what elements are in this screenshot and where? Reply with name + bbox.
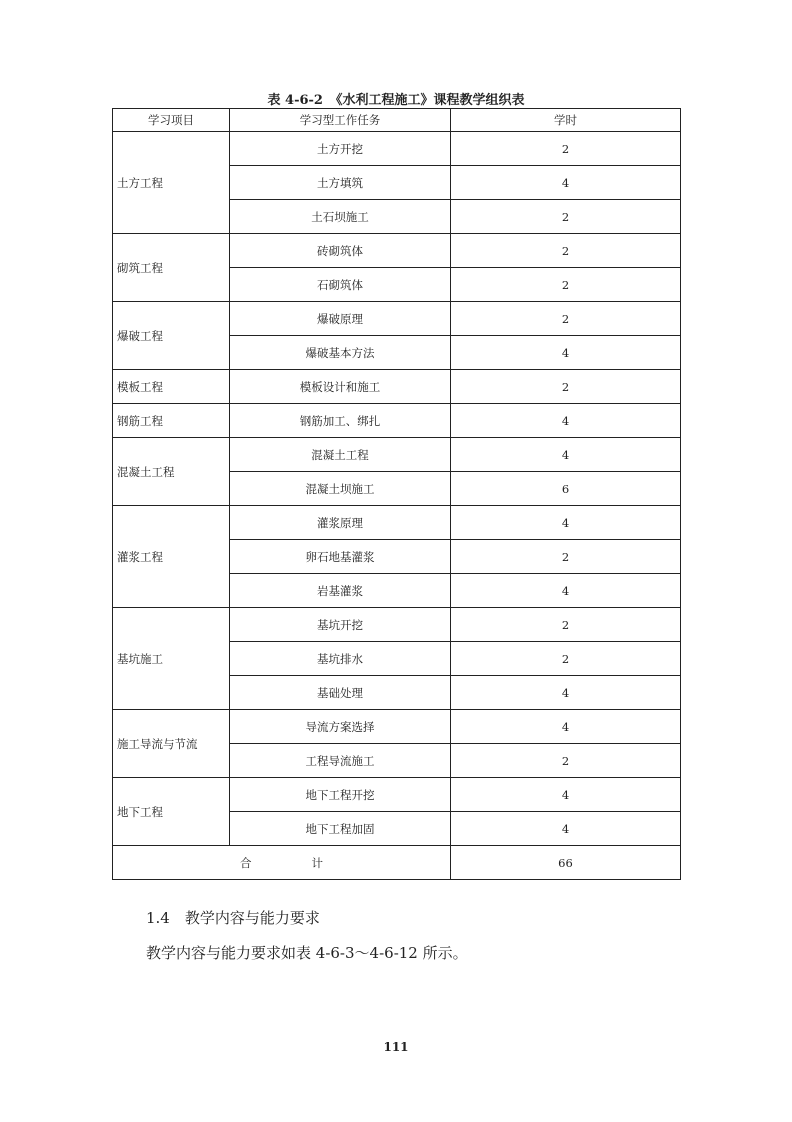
hours-cell: 2: [451, 200, 681, 234]
table-row: [113, 404, 681, 438]
task-cell: 工程导流施工: [230, 744, 451, 778]
task-cell: 地下工程开挖: [230, 778, 451, 812]
hours-cell: 4: [451, 812, 681, 846]
hours-cell: 2: [451, 268, 681, 302]
hours-cell: 2: [451, 370, 681, 404]
page-number: 111: [383, 1040, 409, 1054]
total-label-left: 合: [240, 855, 252, 870]
hours-cell: 4: [451, 676, 681, 710]
hours-cell: 2: [451, 744, 681, 778]
hours-cell: 4: [451, 336, 681, 370]
hours-cell: 2: [451, 540, 681, 574]
table-row: [113, 506, 681, 540]
task-cell: 混凝土坝施工: [230, 472, 451, 506]
task-cell: 地下工程加固: [230, 812, 451, 846]
task-cell: 导流方案选择: [230, 710, 451, 744]
table-row: [113, 608, 681, 642]
hours-cell: 4: [451, 438, 681, 472]
hours-cell: 2: [451, 642, 681, 676]
task-cell: 石砌筑体: [230, 268, 451, 302]
hours-cell: 4: [451, 574, 681, 608]
hours-cell: 2: [451, 302, 681, 336]
task-cell: 基础处理: [230, 676, 451, 710]
table-row: [113, 132, 681, 166]
project-cell: 施工导流与节流: [113, 710, 230, 778]
hours-cell: 2: [451, 608, 681, 642]
task-cell: 爆破原理: [230, 302, 451, 336]
total-label-right: 计: [311, 855, 323, 870]
table-row: [113, 778, 681, 812]
task-cell: 砖砌筑体: [230, 234, 451, 268]
task-cell: 卵石地基灌浆: [230, 540, 451, 574]
hours-cell: 4: [451, 778, 681, 812]
project-cell: 钢筋工程: [113, 404, 230, 438]
course-organization-table: [112, 108, 681, 880]
table-row: [113, 438, 681, 472]
hours-cell: 2: [451, 234, 681, 268]
table-header-row: [113, 109, 681, 132]
header-hours: 学时: [451, 109, 681, 132]
task-cell: 模板设计和施工: [230, 370, 451, 404]
task-cell: 岩基灌浆: [230, 574, 451, 608]
total-hours: 66: [451, 846, 681, 880]
table-caption: 表 4-6-2 《水利工程施工》课程教学组织表: [267, 93, 525, 108]
table-row: [113, 234, 681, 268]
header-project: 学习项目: [113, 109, 230, 132]
hours-cell: 4: [451, 404, 681, 438]
hours-cell: 4: [451, 506, 681, 540]
project-cell: 土方工程: [113, 132, 230, 234]
body-paragraph: 教学内容与能力要求如表 4-6-3～4-6-12 所示。: [146, 944, 468, 962]
total-row: [113, 846, 681, 880]
project-cell: 地下工程: [113, 778, 230, 846]
task-cell: 爆破基本方法: [230, 336, 451, 370]
task-cell: 基坑开挖: [230, 608, 451, 642]
task-cell: 钢筋加工、绑扎: [230, 404, 451, 438]
hours-cell: 4: [451, 166, 681, 200]
project-cell: 混凝土工程: [113, 438, 230, 506]
task-cell: 土方开挖: [230, 132, 451, 166]
task-cell: 土方填筑: [230, 166, 451, 200]
header-task: 学习型工作任务: [230, 109, 451, 132]
total-label: [113, 846, 451, 880]
project-cell: 基坑施工: [113, 608, 230, 710]
task-cell: 灌浆原理: [230, 506, 451, 540]
table-body: [113, 109, 681, 880]
hours-cell: 2: [451, 132, 681, 166]
hours-cell: 6: [451, 472, 681, 506]
project-cell: 砌筑工程: [113, 234, 230, 302]
project-cell: 模板工程: [113, 370, 230, 404]
table-row: [113, 710, 681, 744]
hours-cell: 4: [451, 710, 681, 744]
task-cell: 混凝土工程: [230, 438, 451, 472]
project-cell: 爆破工程: [113, 302, 230, 370]
project-cell: 灌浆工程: [113, 506, 230, 608]
table-row: [113, 302, 681, 336]
section-heading: 1.4 教学内容与能力要求: [146, 909, 320, 927]
table-row: [113, 370, 681, 404]
task-cell: 基坑排水: [230, 642, 451, 676]
task-cell: 土石坝施工: [230, 200, 451, 234]
